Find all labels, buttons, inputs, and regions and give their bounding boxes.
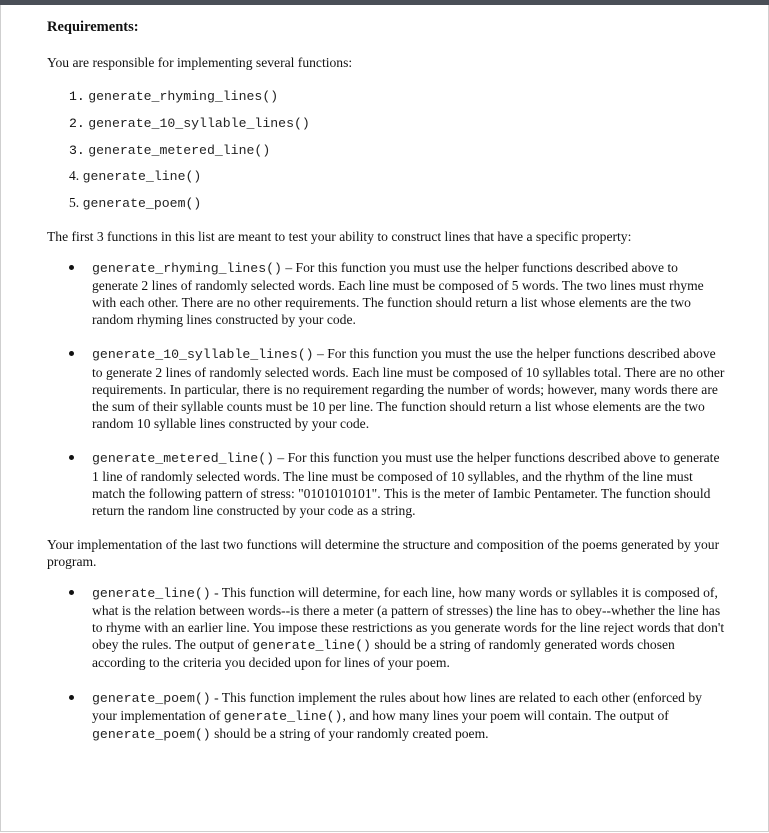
function-name: generate_10_syllable_lines() [88, 116, 310, 131]
function-description: should be a string of your randomly created poem. [210, 726, 489, 742]
function-name: generate_10_syllable_lines() [92, 347, 314, 363]
list-item [69, 83, 727, 110]
intro-paragraph: You are responsible for implementing several functions: [47, 55, 353, 71]
function-name: generate_line() [82, 169, 202, 185]
function-name: generate_poem() [82, 195, 202, 211]
list-item [47, 584, 727, 672]
inline-code: generate_line() [223, 708, 343, 724]
list-item [47, 259, 727, 329]
function-name: generate_metered_line() [92, 451, 275, 467]
inline-code: generate_poem() [92, 727, 211, 743]
document-page [0, 5, 769, 832]
list-item [69, 163, 727, 190]
function-name: generate_rhyming_lines() [92, 260, 282, 276]
list-item [47, 449, 727, 519]
structure-functions-list [47, 584, 727, 744]
first-three-paragraph: The first 3 functions in this list are meant to test your ability to construct lines that have a specific property: [47, 229, 632, 245]
property-functions-list [47, 259, 727, 520]
list-number: 1. [69, 89, 85, 105]
inline-code: generate_line() [252, 638, 371, 654]
list-item [47, 345, 727, 432]
document-content [47, 19, 727, 760]
function-description: – For this function you must the use the helper functions described above to generate 2 lines of randomly selected words. Each line must be composed of 10 syllables total. There are no other requirements. In particular, there is no requirement regarding the number of words; however, many words there are the sum of their syllable counts must be 10 per line. The function should return a list whose elements are the two random 10 syllable lines constructed by your code. [92, 346, 725, 432]
function-description: – For this function you must use the helper functions described above to generate 2 lines of randomly selected words. Each line must be composed of 5 words. The two lines must rhyme with each other. There are no other requirements. The function should return a list whose elements are the two random rhyming lines constructed by your code. [92, 259, 704, 328]
bullet-icon [69, 265, 74, 270]
bullet-icon [69, 351, 74, 356]
function-description: should be a string of randomly generated words chosen according to the criteria you decided upon for lines of your poem. [92, 637, 675, 671]
function-description: – For this function you must use the helper functions described above to generate 1 line of randomly selected words. The line must be composed of 10 syllables, and the rhythm of the line must match the following pattern of stress: "0101010101". This is the meter of Iambic Pentameter. The function should return the random line constructed by your code as a string. [92, 450, 720, 519]
list-item [47, 689, 727, 744]
list-number: 5. [69, 194, 80, 210]
list-item [69, 137, 727, 164]
function-description: , and how many lines your poem will contain. The output of [342, 707, 669, 723]
list-number: 2. [69, 116, 85, 131]
function-description: - This function will determine, for each line, how many words or syllables it is composed of, what is the relation between words--is there a meter (a pattern of stresses) the line has to obey--whether the line has to rhyme with an earlier line. You impose these restrictions as you generate words for the line reject words that don't obey the rules. The output of [92, 584, 725, 653]
bullet-icon [69, 455, 74, 460]
bullet-icon [69, 695, 74, 700]
function-name: generate_metered_line() [88, 142, 271, 158]
function-name: generate_line() [92, 585, 211, 601]
list-item [69, 190, 727, 217]
list-number: 4. [69, 168, 80, 184]
bullet-icon [69, 590, 74, 595]
last-two-paragraph: Your implementation of the last two functions will determine the structure and composition of the poems generated by your program. [47, 537, 720, 570]
function-name: generate_rhyming_lines() [88, 89, 279, 105]
function-name: generate_poem() [92, 690, 211, 706]
requirements-heading: Requirements: [47, 19, 139, 35]
list-number: 3. [69, 142, 85, 158]
function-description: - This function implement the rules about how lines are related to each other (enforced by your implementation of [92, 689, 702, 723]
function-list [47, 83, 727, 216]
list-item [69, 110, 727, 137]
